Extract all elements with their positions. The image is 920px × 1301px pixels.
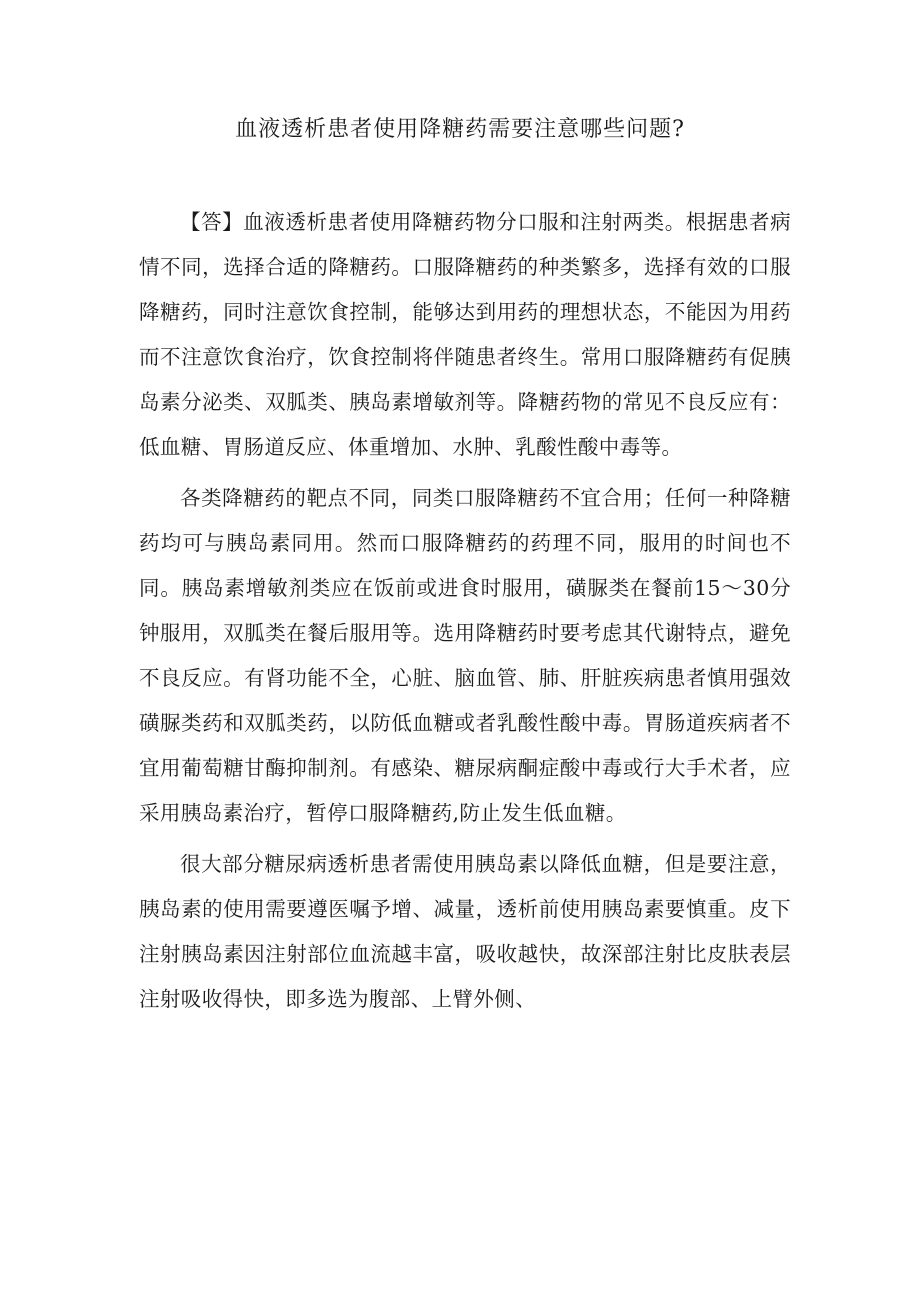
paragraph-answer: 【答】血液透析患者使用降糖药物分口服和注射两类。根据患者病情不同，选择合适的降糖药。口服降糖药的种类繁多，选择有效的口服降糖药，同时注意饮食控制，能够达到用药的理想状态，不能因为用药而不注意饮食治疗，饮食控制将伴随患者终生。常用口服降糖药有促胰岛素分泌类、双胍类、胰岛素增敏剂等。降糖药物的常见不良反应有：低血糖、胃肠道反应、体重增加、水肿、乳酸性酸中毒等。 xyxy=(139,210,791,459)
document-body xyxy=(139,200,791,1028)
paragraph-insulin: 很大部分糖尿病透析患者需使用胰岛素以降低血糖，但是要注意，胰岛素的使用需要遵医嘱予增、减量，透析前使用胰岛素要慎重。皮下注射胰岛素因注射部位血流越丰富，吸收越快，故深部注射比皮肤表层注射吸收得快，即多选为腹部、上臂外侧、 xyxy=(139,852,791,1011)
page-title: 血液透析患者使用降糖药需要注意哪些问题? xyxy=(235,117,685,142)
paragraph-drug-timing: 各类降糖药的靶点不同，同类口服降糖药不宜合用；任何一种降糖药均可与胰岛素同用。然而口服降糖药的药理不同，服用的时间也不同。胰岛素增敏剂类应在饭前或进食时服用，磺脲类在餐前15～30分钟服用，双胍类在餐后服用等。选用降糖药时要考虑其代谢特点，避免不良反应。有肾功能不全，心脏、脑血管、肺、肝脏疾病患者慎用强效磺脲类药和双胍类药，以防低血糖或者乳酸性酸中毒。胃肠道疾病者不宜用葡萄糖甘酶抑制剂。有感染、糖尿病酮症酸中毒或行大手术者，应采用胰岛素治疗，暂停口服降糖药,防止发生低血糖。 xyxy=(139,486,791,825)
